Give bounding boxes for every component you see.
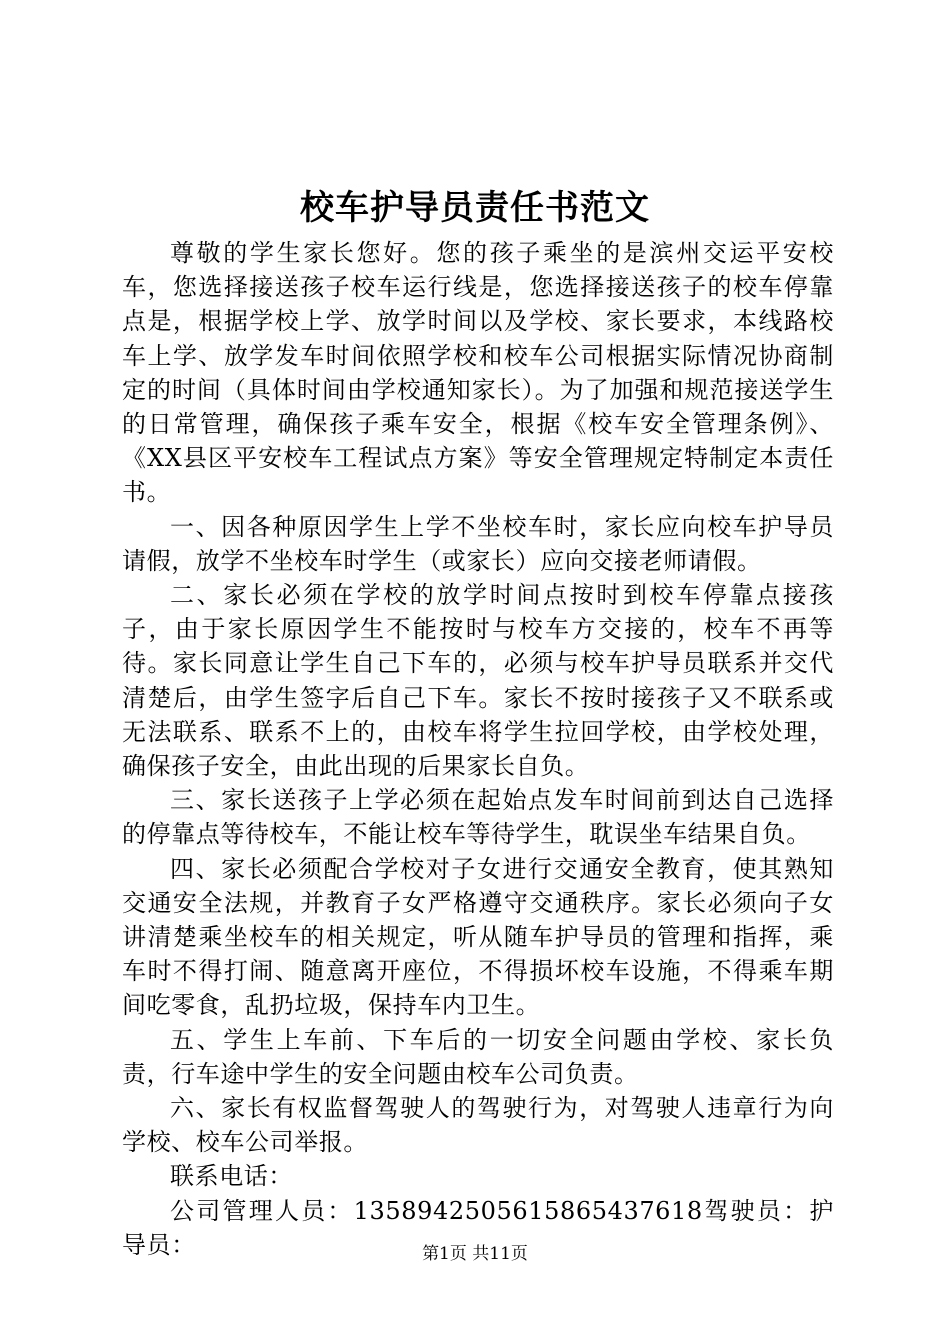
paragraph-item-5: 五、学生上车前、下车后的一切安全问题由学校、家长负责，行车途中学生的安全问题由校车公司负责。 xyxy=(122,1025,834,1088)
paragraph-item-3: 三、家长送孩子上学必须在起始点发车时间前到达自己选择的停靠点等待校车，不能让校车等待学生，耽误坐车结果自负。 xyxy=(122,786,834,849)
paragraph-item-6: 六、家长有权监督驾驶人的驾驶行为，对驾驶人违章行为向学校、校车公司举报。 xyxy=(122,1094,834,1157)
page-number-footer: 第1页 共11页 xyxy=(422,1244,528,1264)
contact-details: 公司管理人员：13589425056158654376​18驾驶员：护导员： xyxy=(122,1196,834,1259)
paragraph-item-2: 二、家长必须在学校的放学时间点按时到校车停靠点接孩子，由于家长原因学生不能按时与校车方交接的，校车不再等待。家长同意让学生自己下车的，必须与校车护导员联系并交代清楚后，由学生签字后自己下车。家长不按时接孩子又不联系或无法联系、联系不上的，由校车将学生拉回学校，由学校处理，确保孩子安全，由此出现的后果家长自负。 xyxy=(122,581,834,781)
paragraph-greeting: 尊敬的学生家长您好。您的孩子乘坐的是滨州交运平安校车，您选择接送孩子校车运行线是，您选择接送孩子的校车停靠点是，根据学校上学、放学时间以及学校、家长要求，本线路校车上学、放学发车时间依照学校和校车公司根据实际情况协商制定的时间（具体时间由学校通知家长）。为了加强和规范接送学生的日常管理，确保孩子乘车安全，根据《校车安全管理条例》、《XX县区平安校车工程试点方案》等安全管理规定特制定本责任书。 xyxy=(122,239,834,507)
document-body xyxy=(122,236,834,1262)
paragraph-item-4: 四、家长必须配合学校对子女进行交通安全教育，使其熟知交通安全法规，并教育子女严格遵守交通秩序。家长必须向子女讲清楚乘坐校车的相关规定，听从随车护导员的管理和指挥，乘车时不得打闹、随意离开座位，不得损坏校车设施，不得乘车期间吃零食，乱扔垃圾，保持车内卫生。 xyxy=(122,854,834,1020)
paragraph-item-1: 一、因各种原因学生上学不坐校车时，家长应向校车护导员请假，放学不坐校车时学生（或家长）应向交接老师请假。 xyxy=(122,512,834,575)
document-title: 校车护导员责任书范文 xyxy=(300,188,650,228)
contact-label: 联系电话： xyxy=(170,1162,293,1191)
